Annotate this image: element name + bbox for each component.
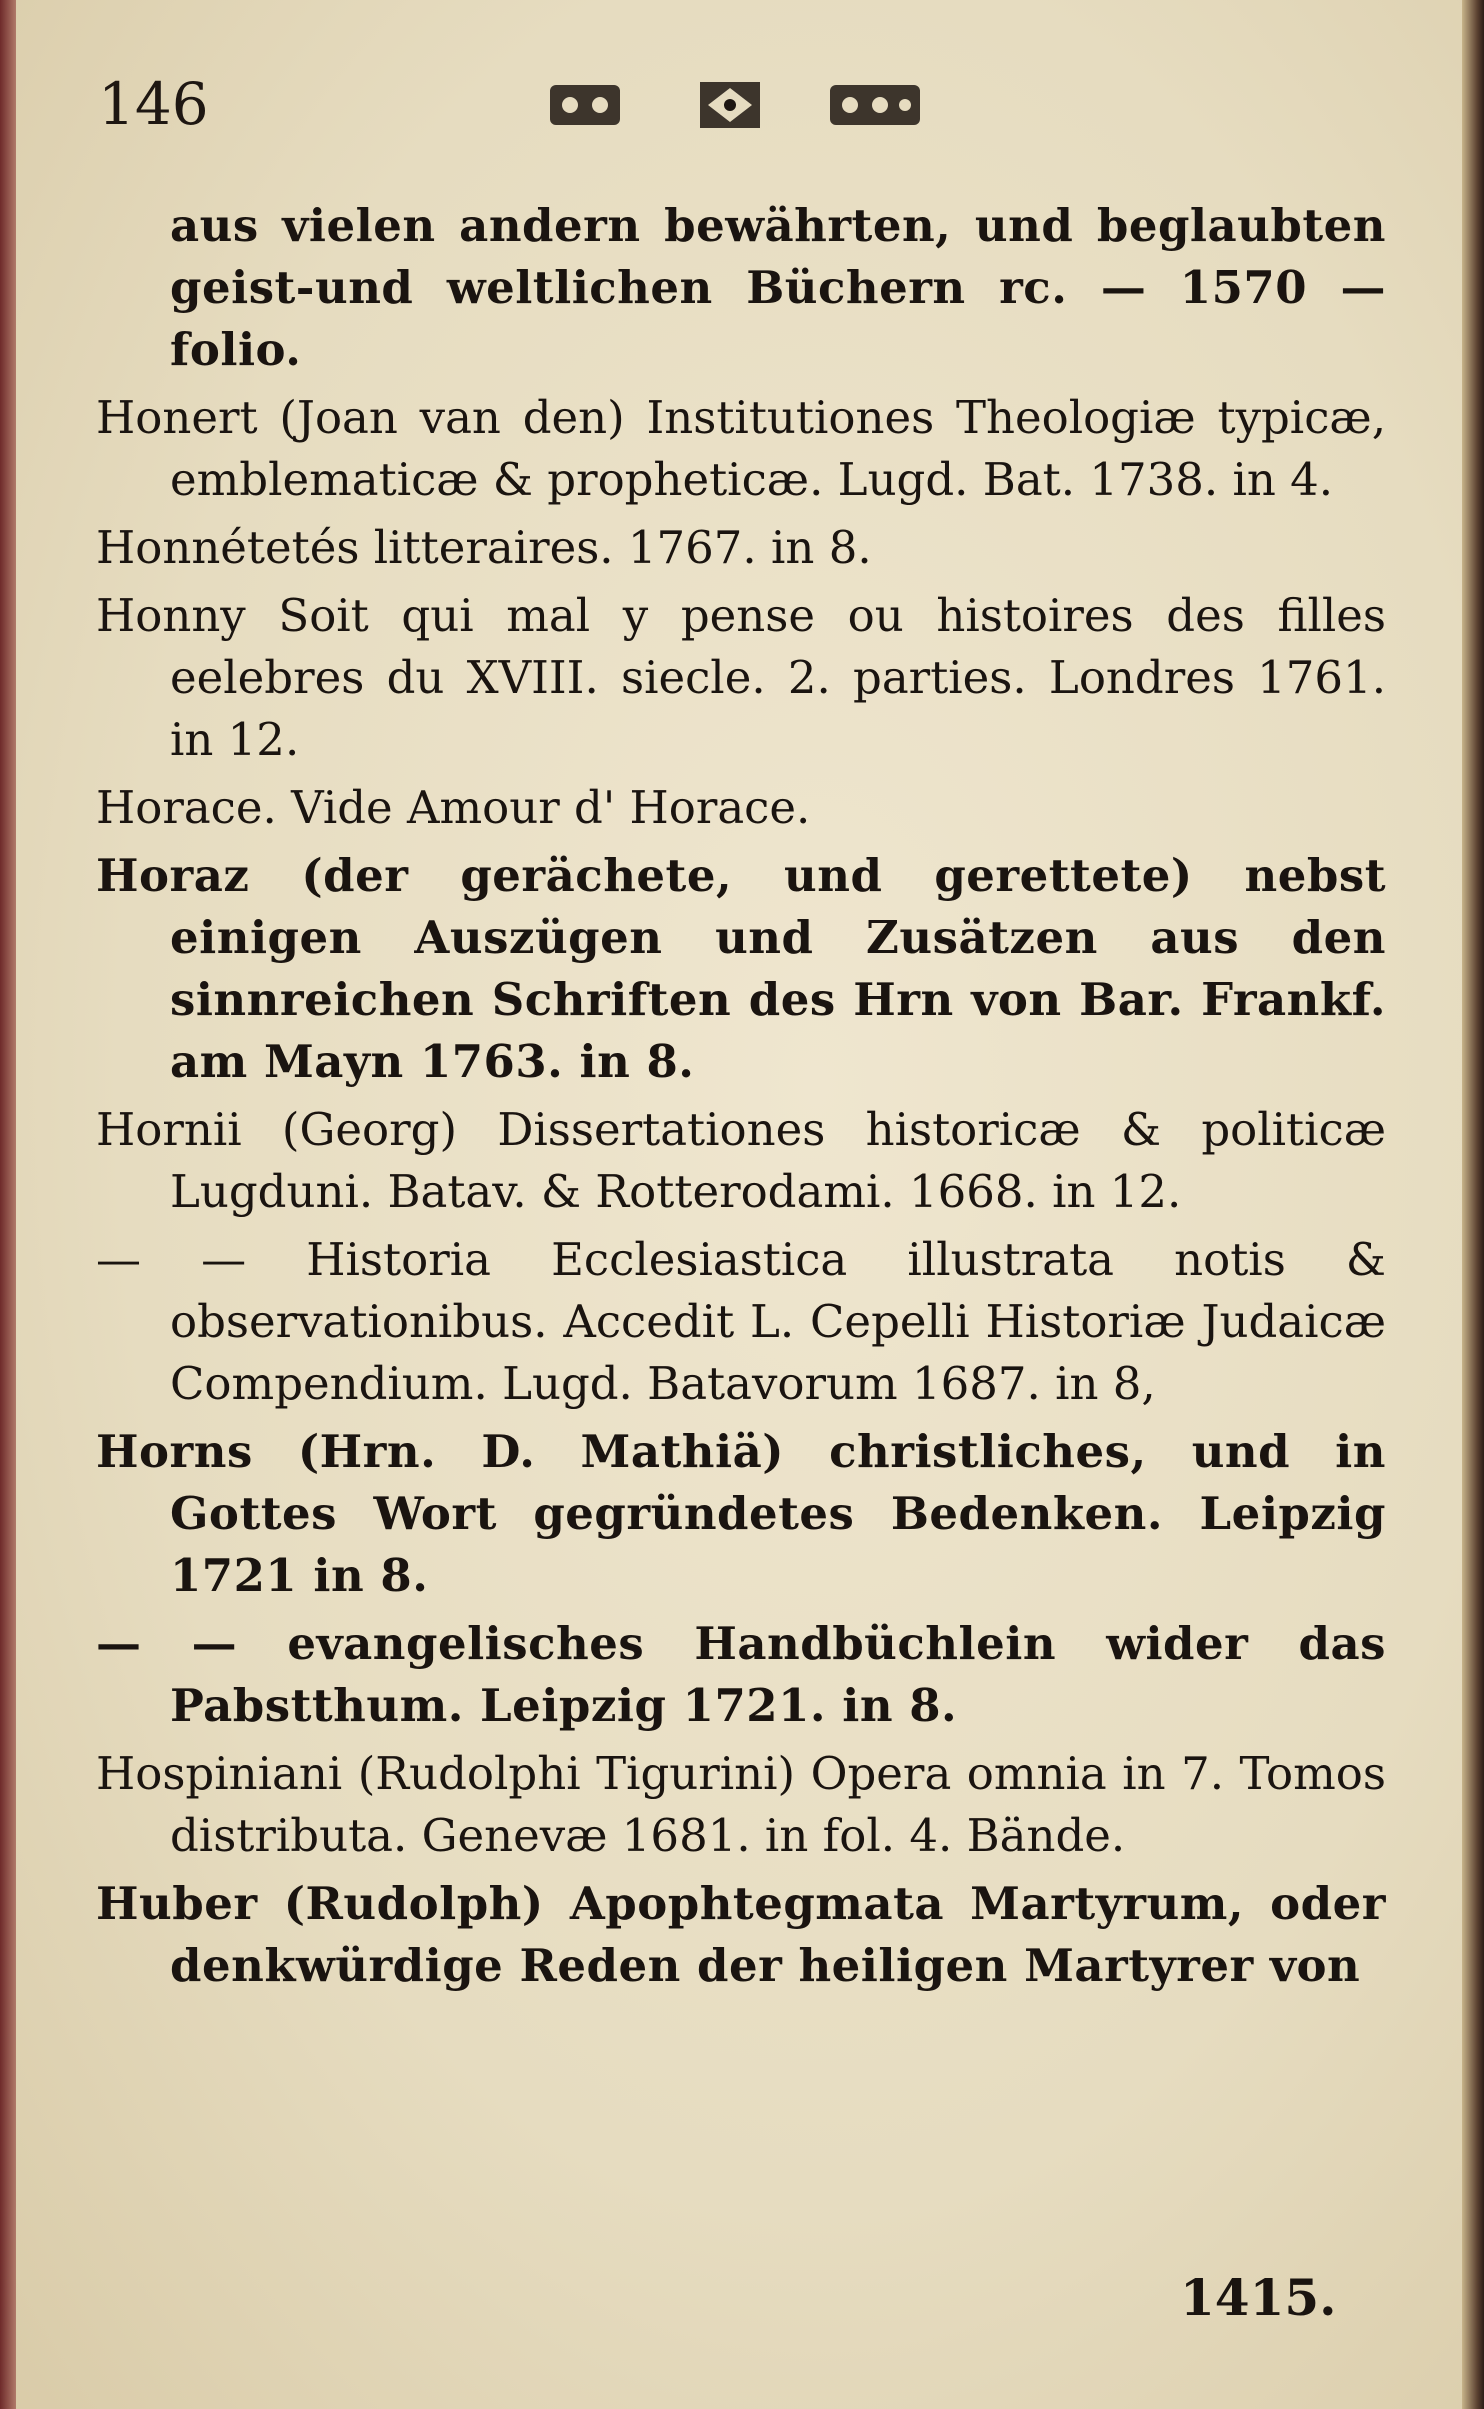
catchword: 1415. (1180, 2268, 1337, 2327)
entry-horns: Horns (Hrn. D. Mathiä) christliches, und in Gottes Wort gegründetes Bedenken. Leipzig 1721 in 8. (96, 1425, 1386, 1602)
entry-honnetetes: Honnétetés litteraires. 1767. in 8. (96, 521, 872, 574)
entry-honert: Honert (Joan van den) Institutiones Theologiæ typicæ, emblematicæ & propheticæ. Lugd. Bat. 1738. in 4. (96, 391, 1386, 506)
entry-hospiniani: Hospiniani (Rudolphi Tigurini) Opera omnia in 7. Tomos distributa. Genevæ 1681. in fol. 4. Bände. (96, 1747, 1386, 1862)
entry-horaz: Horaz (der gerächete, und gerettete) nebst einigen Auszügen und Zusätzen aus den sinnreichen Schriften des Hrn von Bar. Frankf. am Mayn 1763. in 8. (96, 849, 1386, 1088)
page-header (0, 60, 1484, 140)
entry-huber: Huber (Rudolph) Apophtegmata Martyrum, oder denkwürdige Reden der heiligen Martyrer von (96, 1877, 1386, 1992)
entry-hornii: Hornii (Georg) Dissertationes historicæ & politicæ Lugduni. Batav. & Rotterodami. 1668. in 12. (96, 1103, 1386, 1218)
entry-horace: Horace. Vide Amour d' Horace. (96, 781, 811, 834)
entry-continuation: aus vielen andern bewährten, und beglaubten geist-und weltlichen Büchern rc. — 1570 — folio. (170, 199, 1386, 376)
text-block (96, 195, 1386, 2003)
page-edge (1462, 0, 1484, 2409)
page-number: 146 (98, 70, 209, 138)
binding-edge (0, 0, 16, 2409)
printer-ornament-icon (540, 70, 940, 140)
entry-historia-ecclesiastica: — — Historia Ecclesiastica illustrata notis & observationibus. Accedit L. Cepelli Historiæ Judaicæ Compendium. Lugd. Batavorum 1687. in 8, (96, 1233, 1386, 1410)
entry-honny-soit: Honny Soit qui mal y pense ou histoires des filles eelebres du XVIII. siecle. 2. parties. Londres 1761. in 12. (96, 589, 1386, 766)
entry-handbuechlein: — — evangelisches Handbüchlein wider das Pabstthum. Leipzig 1721. in 8. (96, 1617, 1386, 1732)
